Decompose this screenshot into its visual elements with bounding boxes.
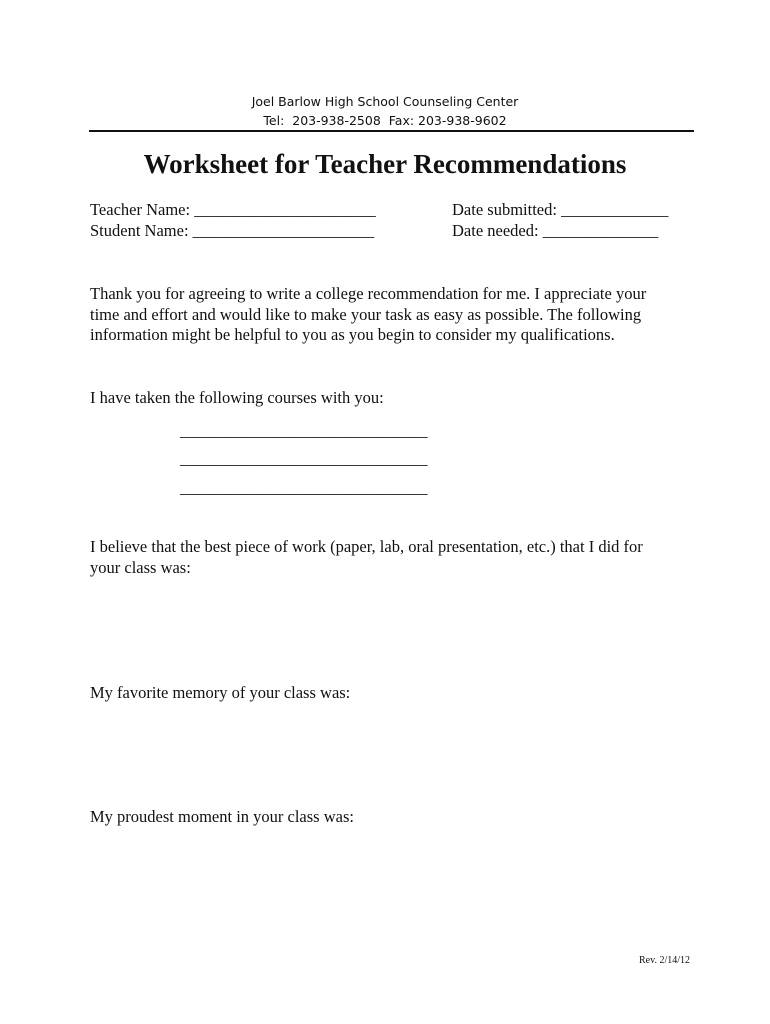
intro-line: time and effort and would like to make your task as easy as possible. The following bbox=[90, 304, 642, 324]
teacher-name-field[interactable]: Teacher Name: ______________________ bbox=[90, 200, 376, 219]
course-blank-3[interactable]: ______________________________ bbox=[180, 478, 428, 497]
header-contact: Tel: 203-938-2508 Fax: 203-938-9602 bbox=[263, 113, 507, 128]
student-name-field[interactable]: Student Name: ______________________ bbox=[90, 221, 375, 240]
date-needed-field[interactable]: Date needed: ______________ bbox=[452, 221, 659, 240]
best-work-prompt bbox=[90, 537, 643, 578]
revision-date: Rev. 2/14/12 bbox=[639, 955, 691, 966]
course-blank-2[interactable]: ______________________________ bbox=[180, 449, 428, 468]
intro-line: information might be helpful to you as you begin to consider my qualifications. bbox=[90, 325, 615, 344]
intro-line: Thank you for agreeing to write a college recommendation for me. I appreciate your bbox=[90, 284, 647, 303]
best-work-line: I believe that the best piece of work (paper, lab, oral presentation, etc.) that I did for bbox=[90, 537, 643, 556]
header-org-name: Joel Barlow High School Counseling Center bbox=[251, 94, 519, 109]
intro-paragraph bbox=[90, 284, 646, 346]
header-divider bbox=[89, 130, 694, 132]
date-submitted-field[interactable]: Date submitted: _____________ bbox=[452, 200, 669, 219]
page-title: Worksheet for Teacher Recommendations bbox=[143, 149, 627, 179]
favorite-memory-prompt: My favorite memory of your class was: bbox=[90, 683, 351, 702]
best-work-line: your class was: bbox=[90, 557, 191, 577]
course-blank-1[interactable]: ______________________________ bbox=[180, 421, 428, 440]
proudest-moment-prompt: My proudest moment in your class was: bbox=[90, 807, 354, 826]
courses-prompt: I have taken the following courses with you: bbox=[90, 388, 384, 407]
